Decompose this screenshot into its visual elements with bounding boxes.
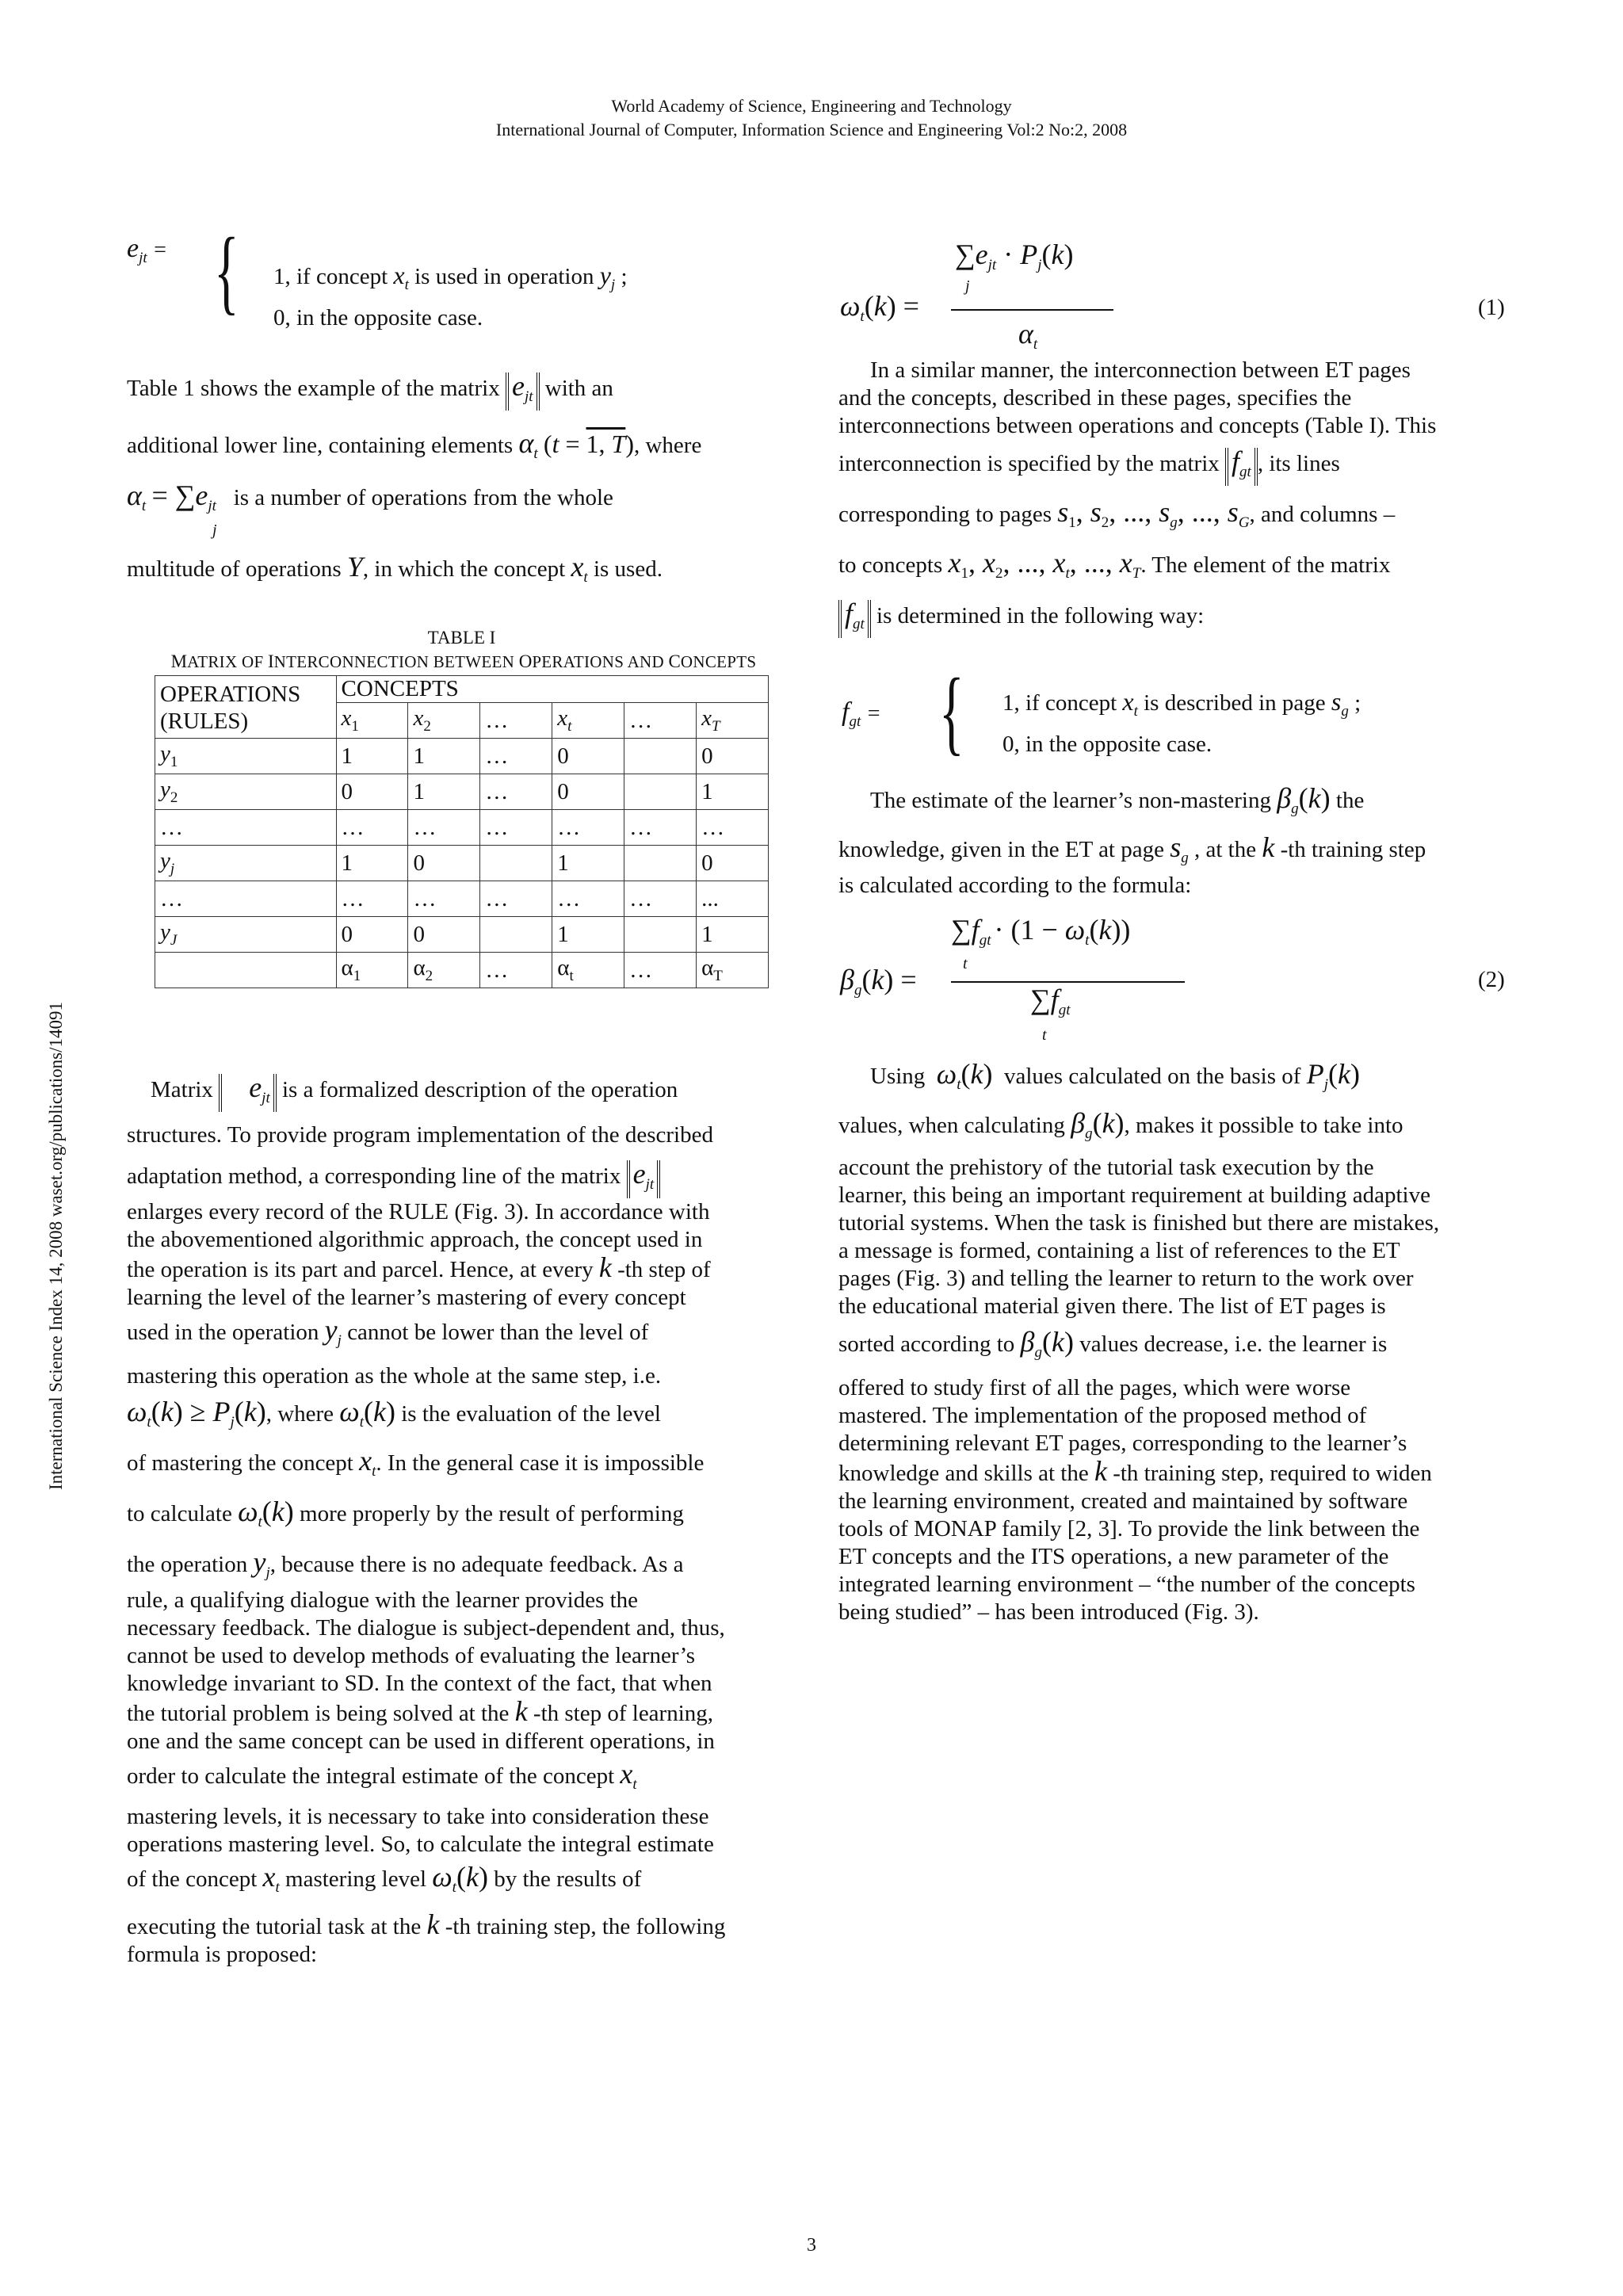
case-text: 1, if concept — [273, 264, 388, 289]
col-xT: $x_T$ — [697, 703, 769, 739]
text: being studied” – has been introduced (Fig. 3). — [838, 1599, 1259, 1625]
cell: 0 — [336, 774, 408, 810]
cell: ... — [697, 881, 769, 917]
row-label: … — [155, 810, 337, 846]
col-dots: … — [480, 703, 552, 739]
text: , where — [633, 433, 702, 458]
text: executing the tutorial task at the — [127, 1914, 422, 1939]
lbl-sub: j — [170, 861, 175, 877]
brace-icon: { — [214, 218, 239, 323]
col-x1: $x_1$ — [336, 703, 408, 739]
text: -th step of learning, — [533, 1701, 714, 1726]
text: of mastering the concept — [127, 1450, 353, 1476]
text: In a similar manner, the interconnection between ET pages — [870, 357, 1411, 383]
table-row — [155, 739, 769, 774]
case-text: is described in page — [1144, 690, 1326, 716]
text: Matrix — [151, 1077, 213, 1102]
text: values decrease, i.e. the learner is — [1079, 1331, 1388, 1357]
text: with an — [544, 376, 613, 401]
text: integrated learning environment – “the number of the concepts — [838, 1572, 1415, 1597]
table-row — [155, 881, 769, 917]
row-label — [155, 917, 337, 953]
text: -th training step, the following — [445, 1914, 726, 1939]
eq2-number: (2) — [1478, 967, 1505, 992]
cell — [624, 739, 697, 774]
eq2-numerator: ∑fgt · (1 − ωt(k)) — [951, 914, 1131, 949]
lbl-sub: 1 — [170, 754, 178, 770]
table-alpha-row — [155, 953, 769, 988]
page-number: 3 — [807, 2235, 816, 2256]
eq1-denominator: αt — [1018, 318, 1038, 353]
cell: 1 — [552, 917, 624, 953]
eq2-lhs: βg(k) = — [840, 964, 917, 999]
text: learning the level of the learner’s mastering of every concept — [127, 1285, 686, 1310]
col-xt: $x_t$ — [552, 703, 624, 739]
cap: I — [267, 651, 274, 671]
text: ET concepts and the ITS operations, a new parameter of the — [838, 1544, 1389, 1569]
cell: … — [480, 739, 552, 774]
text: , its lines — [1257, 451, 1340, 476]
eq1-numerator: $\sum e_{jt} \cdot P_j(k)$ — [955, 239, 1074, 273]
text: the educational material given there. The list of ET pages is — [838, 1293, 1386, 1319]
case-text: is used in operation — [414, 264, 594, 289]
table-header-row — [155, 676, 769, 703]
text: order to calculate the integral estimate of the concept — [127, 1763, 615, 1789]
cell: 0 — [552, 739, 624, 774]
text: used in the operation — [127, 1320, 319, 1345]
alpha-sub: 2 — [425, 968, 433, 984]
lbl: y — [160, 848, 170, 873]
cell: … — [624, 953, 697, 988]
cell: … — [408, 881, 480, 917]
lbl-sub: 2 — [170, 789, 178, 806]
text: mastered. The implementation of the proposed method of — [838, 1403, 1367, 1428]
cell: … — [480, 953, 552, 988]
cell: 1 — [552, 846, 624, 881]
cell — [480, 917, 552, 953]
text: is a formalized description of the operation — [281, 1077, 678, 1102]
text: additional lower line, containing elements — [127, 433, 514, 458]
cell: … — [480, 810, 552, 846]
text: knowledge, given in the ET at page — [838, 837, 1164, 862]
text: account the prehistory of the tutorial task execution by the — [838, 1155, 1374, 1180]
eq1-lhs: ωt(k) = — [840, 290, 919, 325]
text: , in which the concept — [362, 556, 566, 582]
alpha-sub: T — [713, 968, 723, 984]
text: , at the — [1194, 837, 1257, 862]
alpha: α — [341, 955, 353, 980]
eq1-fraction-bar — [951, 309, 1113, 311]
text: tutorial systems. When the task is finished but there are mistakes, — [838, 1210, 1440, 1236]
para-1-line-3: $\alpha_t = \sum e_{jt}$ is a number of operations from the whole — [127, 479, 613, 514]
text: rule, a qualifying dialogue with the learner provides the — [127, 1587, 639, 1613]
cell: 0 — [336, 917, 408, 953]
text: interconnection is specified by the matrix — [838, 451, 1220, 476]
eq1-number: (1) — [1478, 295, 1505, 320]
text: the — [1335, 788, 1365, 813]
journal-name: World Academy of Science, Engineering and Technology — [611, 96, 1012, 116]
table-row — [155, 917, 769, 953]
text: corresponding to pages — [838, 502, 1052, 527]
text: enlarges every record of the RULE (Fig. 3). In accordance with — [127, 1199, 710, 1224]
text: operations mastering level. So, to calculate the integral estimate — [127, 1832, 714, 1857]
cap: ATRIX OF — [187, 652, 268, 671]
cell: … — [552, 881, 624, 917]
eq1-sum-index: j — [965, 277, 970, 295]
text: mastering level — [285, 1866, 426, 1892]
table-caption — [147, 651, 781, 672]
col-dots: … — [624, 703, 697, 739]
text: . In the general case it is impossible — [376, 1450, 705, 1476]
text: , where — [265, 1401, 334, 1427]
cell: … — [408, 810, 480, 846]
cell: … — [336, 810, 408, 846]
text: mastering levels, it is necessary to take into consideration these — [127, 1804, 709, 1829]
eq2-sum-index-top: t — [963, 955, 968, 972]
text: is used. — [593, 556, 663, 582]
lbl: y — [160, 919, 170, 945]
text: , makes it possible to take into — [1124, 1113, 1403, 1138]
text: the operation — [127, 1552, 248, 1577]
text: knowledge invariant to SD. In the context of the fact, that when — [127, 1671, 712, 1696]
cell-alpha — [552, 953, 624, 988]
text: Using — [870, 1064, 926, 1089]
cell: 0 — [408, 846, 480, 881]
case-text: 1, if concept — [1002, 690, 1117, 716]
cell: 1 — [408, 774, 480, 810]
text: by the results of — [494, 1866, 642, 1892]
text: determining relevant ET pages, corresponding to the learner’s — [838, 1431, 1407, 1456]
cell: 0 — [697, 846, 769, 881]
text: cannot be lower than the level of — [347, 1320, 649, 1345]
text: Table 1 shows the example of the matrix — [127, 376, 500, 401]
header-concepts: CONCEPTS — [336, 676, 768, 703]
row-label — [155, 846, 337, 881]
cap: NTERCONNECTION BETWEEN — [273, 652, 519, 671]
row-label — [155, 774, 337, 810]
text: the abovementioned algorithmic approach, the concept used in — [127, 1227, 703, 1252]
cell: 0 — [697, 739, 769, 774]
text: to calculate — [127, 1501, 232, 1526]
cell: 1 — [408, 739, 480, 774]
text: is determined in the following way: — [876, 603, 1205, 628]
alpha-sub: t — [569, 968, 574, 984]
text: a message is formed, containing a list of references to the ET — [838, 1238, 1400, 1263]
text: tools of MONAP family [2, 3]. To provide the link between the — [838, 1516, 1420, 1541]
lbl-sub: J — [170, 932, 178, 949]
fgt-lhs: $f_{gt}$ = — [842, 697, 880, 730]
table-title: TABLE I — [427, 628, 496, 648]
fgt-case-2: 0, in the opposite case. — [1002, 732, 1212, 757]
text: the tutorial problem is being solved at the — [127, 1701, 510, 1726]
text: learner, this being an important requirement at building adaptive — [838, 1182, 1430, 1208]
cell: … — [480, 774, 552, 810]
alpha: α — [413, 955, 426, 980]
text: one and the same concept can be used in different operations, in — [127, 1729, 715, 1754]
cell: … — [480, 881, 552, 917]
col-x2: $x_2$ — [408, 703, 480, 739]
row-label — [155, 739, 337, 774]
cap: ONCEPTS — [680, 652, 757, 671]
ejt-case-1: 1, if concept $x_t$ is used in operation $y_j$ ; — [273, 261, 628, 293]
interconnection-table — [155, 675, 769, 988]
para-3: In a similar manner, the interconnection between ET pages and the concepts, described in these pages, specifies the interconnections between operations and concepts (Table I). This interconnection is specified by the matrix $f_{gt}$ , its lines corresponding to pages $s_1$, $s_2$, ..., $s_g$, ..., $s_G$, and columns – to concepts $x_1$, $x_2$, ..., $x_t$, ..., $x_T$. The element of the matrix $f_{gt}$ is determined in the following way: — [838, 357, 1516, 638]
text: pages (Fig. 3) and telling the learner to return to the work over — [838, 1266, 1414, 1291]
text: mastering this operation as the whole at the same step, i.e. — [127, 1363, 662, 1389]
text: more properly by the result of performing — [300, 1501, 684, 1526]
cell — [624, 917, 697, 953]
text: is calculated according to the formula: — [838, 873, 1192, 898]
cap: C — [668, 651, 681, 671]
alpha: α — [701, 955, 714, 980]
cell — [624, 774, 697, 810]
text: the operation is its part and parcel. Hence, at every — [127, 1257, 594, 1282]
text: structures. To provide program implementation of the described — [127, 1122, 713, 1148]
header-operations — [155, 676, 337, 739]
eq2-denominator: ∑fgt — [1030, 984, 1071, 1018]
ejt-case-2: 0, in the opposite case. — [273, 305, 483, 330]
text: of the concept — [127, 1866, 258, 1892]
sum-index: j — [212, 521, 217, 539]
row-label: … — [155, 881, 337, 917]
text: , because there is no adequate feedback. As a — [269, 1552, 684, 1577]
table-row — [155, 774, 769, 810]
para-5: Using $\omega_t(k)$ values calculated on the basis of $P_j(k)$ values, when calculating $\beta_g(k)$, makes it possible to take into account the prehistory of the tutorial task execution by the learner, this being an important requirement at building adaptive tutorial systems. When the task is finished but there are mistakes, a message is formed, containing a list of references to the ET pages (Fig. 3) and telling the learner to return to the work over the educational material given there. The list of ET pages is sorted according to $\beta_g(k)$ values decrease, i.e. the learner is offered to study first of all the pages, which were worse mastered. The implementation of the proposed method of determining relevant ET pages, corresponding to the learner’s knowledge and skills at the k -th training step, required to widen the learning environment, created and maintained by software tools of MONAP family [2, 3]. To provide the link between the ET concepts and the ITS operations, a new parameter of the integrated learning environment – “the number of the concepts being studied” – has been introduced (Fig. 3). — [838, 1060, 1516, 1626]
sidebar-index-text: International Science Index 14, 2008 waset.org/publications/14091 — [46, 1002, 66, 1490]
cell: … — [336, 881, 408, 917]
cell: … — [552, 810, 624, 846]
text: values calculated on the basis of — [1003, 1064, 1301, 1089]
table-row — [155, 810, 769, 846]
text: and the concepts, described in these pages, specifies the — [838, 385, 1352, 411]
header-text: OPERATIONS — [160, 682, 301, 707]
table-row — [155, 846, 769, 881]
eq2-sum-index-bottom: t — [1042, 1026, 1047, 1044]
para-4: The estimate of the learner’s non-mastering $\beta_g(k)$ the knowledge, given in the ET at page $s_g$ , at the k -th training step is calculated according to the formula: — [838, 785, 1516, 900]
lbl: y — [160, 777, 170, 802]
cell: 1 — [697, 774, 769, 810]
alpha: α — [557, 955, 570, 980]
para-1-line-4: multitude of operations Y, in which the concept $x_t$ is used. — [127, 551, 663, 586]
text: -th training step — [1280, 837, 1426, 862]
text: cannot be used to develop methods of evaluating the learner’s — [127, 1643, 695, 1668]
ejt-lhs: $e_{jt}$ = — [127, 234, 166, 266]
text: formula is proposed: — [127, 1942, 318, 1967]
text: knowledge and skills at the — [838, 1461, 1089, 1486]
text: the learning environment, created and maintained by software — [838, 1488, 1408, 1514]
text: interconnections between operations and concepts (Table I). This — [838, 413, 1437, 438]
text: -th training step, required to widen — [1113, 1461, 1432, 1486]
cell — [624, 846, 697, 881]
text: is a number of operations from the whole — [233, 485, 613, 510]
cell: … — [624, 810, 697, 846]
text: -th step of — [617, 1257, 711, 1282]
text: is the evaluation of the level — [401, 1401, 661, 1427]
text: offered to study first of all the pages, which were worse — [838, 1375, 1351, 1400]
cell-alpha — [697, 953, 769, 988]
cell: 1 — [336, 739, 408, 774]
text: multitude of operations — [127, 556, 342, 582]
cap: M — [170, 651, 188, 671]
alpha-sub: 1 — [353, 968, 361, 984]
cell-alpha — [408, 953, 480, 988]
text: necessary feedback. The dialogue is subject-dependent and, thus, — [127, 1615, 725, 1641]
cell: 0 — [408, 917, 480, 953]
text: to concepts — [838, 552, 943, 578]
cell: 0 — [552, 774, 624, 810]
brace-icon: { — [939, 659, 964, 764]
header-text: (RULES) — [160, 709, 249, 734]
text: values, when calculating — [838, 1113, 1065, 1138]
cell: 1 — [336, 846, 408, 881]
cap: O — [518, 651, 533, 671]
cell: … — [624, 881, 697, 917]
journal-issue: International Journal of Computer, Information Science and Engineering Vol:2 No:2, 2008 — [495, 120, 1128, 139]
cell: 1 — [697, 917, 769, 953]
para-2: Matrix $e_{jt}$ is a formalized description of the operation structures. To provide program implementation of the described adaptation method, a corresponding line of the matrix $e_{jt}$ enlarges every record of the RULE (Fig. 3). In accordance with the abovementioned algorithmic approach, the concept used in the operation is its part and parcel. Hence, at every k -th step of learning the level of the learner’s mastering of every concept used in the operation $y_j$ cannot be lower than the level of mastering this operation as the whole at the same step, i.e. $\omega_t(k) \ge P_j(k)$, where $\omega_t(k)$ is the evaluation of the level of mastering the concept $x_t$. In the general case it is impossible to calculate $\omega_t(k)$ more properly by the result of performing the operation $y_j$, because there is no adequate feedback. As a rule, a qualifying dialogue with the learner provides the necessary feedback. The dialogue is subject-dependent and, thus, cannot be used to develop methods of evaluating the learner’s knowledge invariant to SD. In the context of the fact, that when the tutorial problem is being solved at the k -th step of learning, one and the same concept can be used in different operations, in order to calculate the integral estimate of the concept $x_t$ mastering levels, it is necessary to take into consideration these operations mastering level. So, to calculate the integral estimate of the concept $x_t$ mastering level $\omega_t(k)$ by the results of executing the tutorial task at the k -th training step, the following formula is proposed: — [127, 1074, 800, 1969]
para-1-line-1: Table 1 shows the example of the matrix $e_{jt}$ with an — [127, 372, 800, 411]
lbl: y — [160, 741, 170, 766]
text: The estimate of the learner’s non-mastering — [870, 788, 1271, 813]
text: adaptation method, a corresponding line of the matrix — [127, 1163, 621, 1189]
text: , and columns – — [1249, 502, 1396, 527]
cell — [480, 846, 552, 881]
text: . The element of the matrix — [1140, 552, 1391, 578]
cell-alpha — [336, 953, 408, 988]
cell: … — [697, 810, 769, 846]
para-1-line-2: additional lower line, containing elements $\alpha_t$ (t = 1, T), where — [127, 427, 702, 462]
row-label — [155, 953, 337, 988]
cap: PERATIONS AND — [532, 652, 669, 671]
text: sorted according to — [838, 1331, 1015, 1357]
fgt-case-1: 1, if concept $x_t$ is described in page $s_g$ ; — [1002, 687, 1361, 720]
